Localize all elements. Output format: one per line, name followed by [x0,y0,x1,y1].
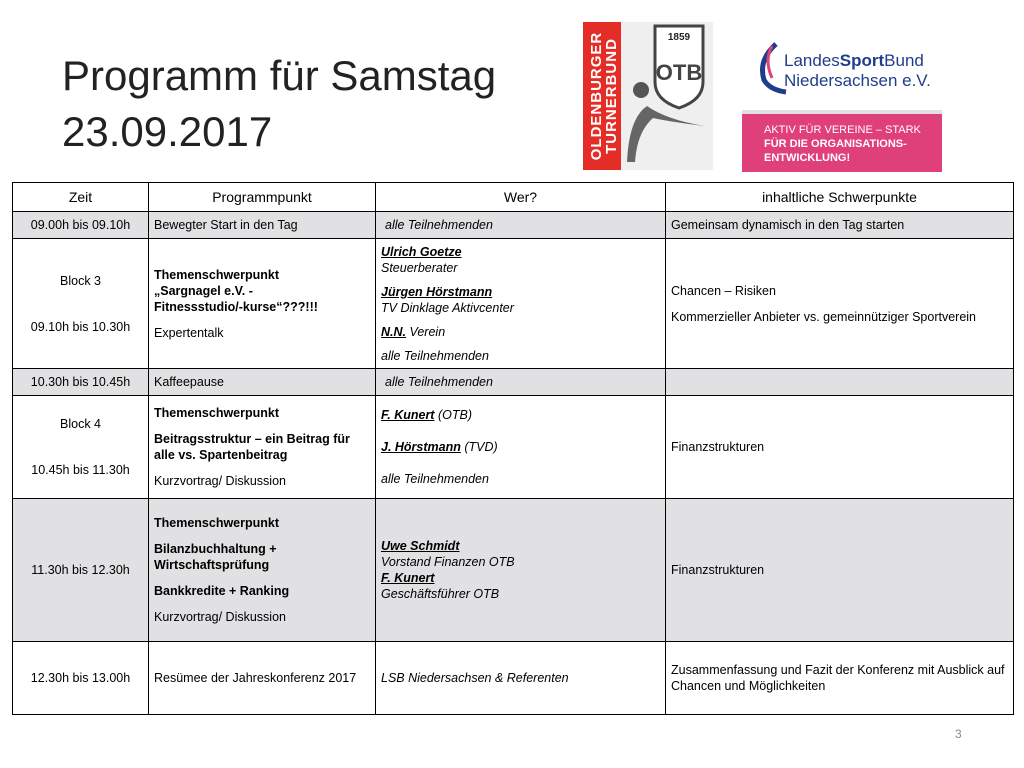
speaker-name: F. Kunert [381,408,435,422]
speaker-name: J. Hörstmann [381,440,461,454]
speaker-role: (TVD) [464,440,498,454]
block-label: Block 3 [60,273,101,288]
cell-wer [376,499,666,642]
table-row [13,642,1014,715]
lsb-logo [742,0,942,172]
block-label: Block 4 [60,417,101,431]
lsb-name-part2: Sport [839,51,885,70]
lsb-slogan-3: ENTWICKLUNG! [764,152,851,164]
cell-zeit: 11.30h bis 12.30h [13,499,149,642]
speaker-name: Uwe Schmidt [381,539,460,553]
wer-text: alle Teilnehmenden [385,375,493,389]
cell-schwerpunkte [666,239,1014,369]
otb-logo [583,22,713,170]
time-range: 09.10h bis 10.30h [30,319,131,334]
prog-line: Expertentalk [154,325,224,340]
prog-line: Themenschwerpunkt [154,516,280,530]
speaker-name: F. Kunert [381,571,435,585]
lsb-name-part3: Bund [884,51,924,70]
prog-line: Themenschwerpunkt [154,267,280,282]
otb-abbr: OTB [655,60,703,85]
speaker-role: Vorstand Finanzen OTB [381,555,515,569]
speaker-role: Verein [409,324,446,339]
table-row [13,212,1014,239]
table-row [13,396,1014,499]
cell-zeit [13,396,149,499]
table-header-row [13,183,1014,212]
speaker-role: (OTB) [437,408,472,422]
lsb-name-part1: Landes [784,51,840,70]
time-range: 10.45h bis 11.30h [31,463,130,477]
cell-programmpunkt: Kaffeepause [149,369,376,396]
header-wer: Wer? [376,183,666,212]
otb-vertical-text-1: OLDENBURGER [588,31,605,161]
cell-programmpunkt [149,239,376,369]
table-row [13,369,1014,396]
cell-zeit [13,239,149,369]
cell-schwerpunkte: Finanzstrukturen [666,499,1014,642]
table-row [13,239,1014,369]
speaker-role: TV Dinklage Aktivcenter [381,300,514,315]
cell-wer [376,396,666,499]
speaker-role: Geschäftsführer OTB [381,587,500,601]
lsb-slogan-2: FÜR DIE ORGANISATIONS- [764,138,907,150]
speaker-name: N.N. [381,324,406,339]
page-title [62,48,496,160]
prog-line: Bankkredite + Ranking [154,584,290,598]
otb-year: 1859 [667,32,691,43]
schwer-line: Chancen – Risiken [671,283,776,298]
prog-line: „Sargnagel e.V. - [154,283,253,298]
cell-wer [376,239,666,369]
prog-line: Fitnessstudio/-kurse“???!!! [154,299,318,314]
prog-line: Kurzvortrag/ Diskussion [154,610,286,624]
cell-programmpunkt [149,499,376,642]
cell-wer [376,369,666,396]
program-table [12,182,1014,715]
cell-schwerpunkte: Zusammenfassung und Fazit der Konferenz mit Ausblick auf Chancen und Möglichkeiten [666,642,1014,715]
header-zeit: Zeit [13,183,149,212]
wer-all: alle Teilnehmenden [381,472,489,486]
title-line-2: 23.09.2017 [62,108,273,155]
prog-line: Beitragsstruktur – ein Beitrag für alle vs. Spartenbeitrag [154,432,350,462]
speaker-name: Ulrich Goetze [381,244,462,259]
otb-vertical-text-2: TURNERBUND [603,38,620,154]
speaker-name: Jürgen Hörstmann [381,284,493,299]
cell-schwerpunkte [666,369,1014,396]
cell-programmpunkt: Resümee der Jahreskonferenz 2017 [149,642,376,715]
table-row [13,499,1014,642]
cell-programmpunkt: Bewegter Start in den Tag [149,212,376,239]
svg-text:LandesSportBund [784,51,924,70]
cell-schwerpunkte: Gemeinsam dynamisch in den Tag starten [666,212,1014,239]
prog-line: Bilanzbuchhaltung + Wirtschaftsprüfung [154,542,277,572]
prog-line: Kurzvortrag/ Diskussion [154,474,286,488]
cell-zeit: 09.00h bis 09.10h [13,212,149,239]
speaker-role: Steuerberater [381,260,458,275]
cell-wer [376,212,666,239]
cell-zeit: 12.30h bis 13.00h [13,642,149,715]
lsb-slogan-1: AKTIV FÜR VEREINE – STARK [764,124,921,136]
page-number: 3 [955,727,962,741]
header-programmpunkt: Programmpunkt [149,183,376,212]
lsb-name-line2: Niedersachsen e.V. [784,71,931,90]
header-schwerpunkte: inhaltliche Schwerpunkte [666,183,1014,212]
wer-text: alle Teilnehmenden [385,218,493,232]
cell-wer [376,642,666,715]
cell-schwerpunkte: Finanzstrukturen [666,396,1014,499]
wer-all: alle Teilnehmenden [381,348,489,363]
prog-line: Themenschwerpunkt [154,406,280,420]
cell-zeit: 10.30h bis 10.45h [13,369,149,396]
title-line-1: Programm für Samstag [62,52,497,99]
cell-programmpunkt [149,396,376,499]
schwer-line: Kommerzieller Anbieter vs. gemeinnütziger Sportverein [671,309,976,324]
wer-text: LSB Niedersachsen & Referenten [381,671,569,685]
